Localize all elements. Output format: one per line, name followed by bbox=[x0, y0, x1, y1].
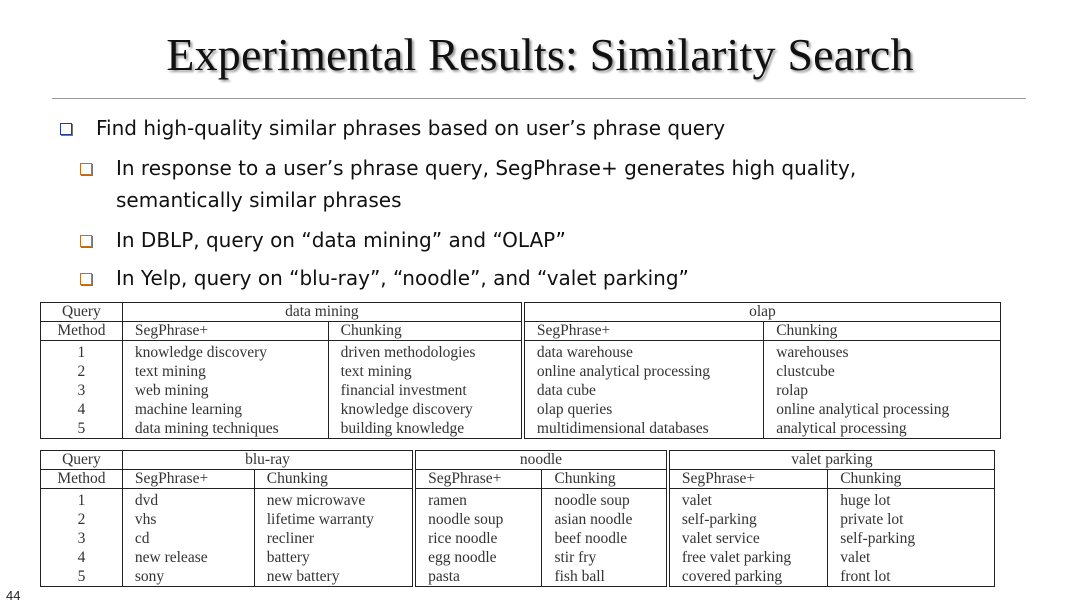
method-name: SegPhrase+ bbox=[668, 470, 828, 489]
table-cell: warehouses bbox=[764, 341, 1001, 363]
table-row bbox=[41, 548, 995, 567]
table-row bbox=[41, 510, 995, 529]
title-divider bbox=[52, 98, 1026, 99]
method-name: Chunking bbox=[828, 470, 995, 489]
table-row bbox=[41, 341, 1001, 363]
table-cell: rolap bbox=[764, 381, 1001, 400]
table-cell: fish ball bbox=[542, 567, 668, 587]
table-row bbox=[41, 362, 1001, 381]
method-label: Method bbox=[41, 322, 123, 341]
method-name: SegPhrase+ bbox=[523, 322, 764, 341]
table-cell: private lot bbox=[828, 510, 995, 529]
query-label: Query bbox=[41, 303, 123, 322]
table-cell: beef noodle bbox=[542, 529, 668, 548]
table-cell: recliner bbox=[254, 529, 414, 548]
table-cell: egg noodle bbox=[414, 548, 542, 567]
table-cell: clustcube bbox=[764, 362, 1001, 381]
table-row bbox=[41, 381, 1001, 400]
table-cell: noodle soup bbox=[414, 510, 542, 529]
query-name: valet parking bbox=[668, 451, 995, 470]
table-cell: ramen bbox=[414, 489, 542, 511]
table-cell: valet service bbox=[668, 529, 828, 548]
table-cell: data cube bbox=[523, 381, 764, 400]
method-header-row bbox=[41, 470, 995, 489]
method-name: Chunking bbox=[542, 470, 668, 489]
table-cell: covered parking bbox=[668, 567, 828, 587]
bullet-text: In response to a user’s phrase query, SegPhrase+ generates high quality, semantically similar phrases bbox=[116, 156, 857, 212]
table-cell: asian noodle bbox=[542, 510, 668, 529]
rank-cell: 3 bbox=[41, 529, 123, 548]
query-header-row bbox=[41, 303, 1001, 322]
table-row bbox=[41, 400, 1001, 419]
table-row bbox=[41, 419, 1001, 439]
slide-title: Experimental Results: Similarity Search bbox=[166, 29, 914, 80]
table-row bbox=[41, 567, 995, 587]
table-cell: noodle soup bbox=[542, 489, 668, 511]
table-cell: self-parking bbox=[828, 529, 995, 548]
bullet-level1 bbox=[60, 112, 725, 144]
square-bullet-icon bbox=[60, 123, 72, 135]
method-name: Chunking bbox=[764, 322, 1001, 341]
rank-cell: 4 bbox=[41, 548, 123, 567]
table-cell: self-parking bbox=[668, 510, 828, 529]
table-cell: data mining techniques bbox=[122, 419, 328, 439]
table-cell: rice noodle bbox=[414, 529, 542, 548]
dblp-results-table bbox=[40, 302, 1001, 439]
method-name: SegPhrase+ bbox=[122, 470, 254, 489]
method-header-row bbox=[41, 322, 1001, 341]
bullet-text: In Yelp, query on “blu-ray”, “noodle”, and “valet parking” bbox=[116, 266, 689, 290]
bullet-text: Find high-quality similar phrases based on user’s phrase query bbox=[96, 116, 726, 140]
bullet-level2 bbox=[80, 262, 689, 294]
table-cell: lifetime warranty bbox=[254, 510, 414, 529]
table-cell: knowledge discovery bbox=[122, 341, 328, 363]
table-cell: front lot bbox=[828, 567, 995, 587]
table-cell: driven methodologies bbox=[328, 341, 523, 363]
table-cell: battery bbox=[254, 548, 414, 567]
method-name: SegPhrase+ bbox=[414, 470, 542, 489]
table-row bbox=[41, 489, 995, 511]
bullet-level2 bbox=[80, 152, 960, 216]
rank-cell: 2 bbox=[41, 362, 123, 381]
table-cell: dvd bbox=[122, 489, 254, 511]
method-name: Chunking bbox=[254, 470, 414, 489]
table-cell: new release bbox=[122, 548, 254, 567]
rank-cell: 3 bbox=[41, 381, 123, 400]
table-cell: valet bbox=[668, 489, 828, 511]
square-bullet-icon bbox=[80, 163, 92, 175]
table-cell: online analytical processing bbox=[523, 362, 764, 381]
page-number: 44 bbox=[6, 588, 21, 603]
query-name: blu-ray bbox=[122, 451, 414, 470]
rank-cell: 5 bbox=[41, 567, 123, 587]
square-bullet-icon bbox=[80, 273, 92, 285]
table-cell: building knowledge bbox=[328, 419, 523, 439]
square-bullet-icon bbox=[80, 235, 92, 247]
table-cell: financial investment bbox=[328, 381, 523, 400]
table-cell: pasta bbox=[414, 567, 542, 587]
table-cell: data warehouse bbox=[523, 341, 764, 363]
rank-cell: 5 bbox=[41, 419, 123, 439]
bullet-level2 bbox=[80, 224, 566, 256]
table-cell: olap queries bbox=[523, 400, 764, 419]
query-name: data mining bbox=[122, 303, 523, 322]
table-cell: multidimensional databases bbox=[523, 419, 764, 439]
method-name: SegPhrase+ bbox=[122, 322, 328, 341]
table-cell: knowledge discovery bbox=[328, 400, 523, 419]
table-cell: online analytical processing bbox=[764, 400, 1001, 419]
table-cell: new battery bbox=[254, 567, 414, 587]
query-header-row bbox=[41, 451, 995, 470]
table-cell: analytical processing bbox=[764, 419, 1001, 439]
rank-cell: 4 bbox=[41, 400, 123, 419]
method-label: Method bbox=[41, 470, 123, 489]
table-cell: new microwave bbox=[254, 489, 414, 511]
query-name: olap bbox=[523, 303, 1001, 322]
table-cell: free valet parking bbox=[668, 548, 828, 567]
table-cell: stir fry bbox=[542, 548, 668, 567]
table-cell: vhs bbox=[122, 510, 254, 529]
bullet-text: In DBLP, query on “data mining” and “OLAP” bbox=[116, 228, 566, 252]
table-cell: text mining bbox=[122, 362, 328, 381]
method-name: Chunking bbox=[328, 322, 523, 341]
rank-cell: 1 bbox=[41, 489, 123, 511]
rank-cell: 1 bbox=[41, 341, 123, 363]
table-cell: cd bbox=[122, 529, 254, 548]
table-cell: machine learning bbox=[122, 400, 328, 419]
table-cell: sony bbox=[122, 567, 254, 587]
table-cell: text mining bbox=[328, 362, 523, 381]
rank-cell: 2 bbox=[41, 510, 123, 529]
table-cell: valet bbox=[828, 548, 995, 567]
table-cell: web mining bbox=[122, 381, 328, 400]
table-row bbox=[41, 529, 995, 548]
query-label: Query bbox=[41, 451, 123, 470]
yelp-results-table bbox=[40, 450, 995, 587]
table-cell: huge lot bbox=[828, 489, 995, 511]
query-name: noodle bbox=[414, 451, 668, 470]
